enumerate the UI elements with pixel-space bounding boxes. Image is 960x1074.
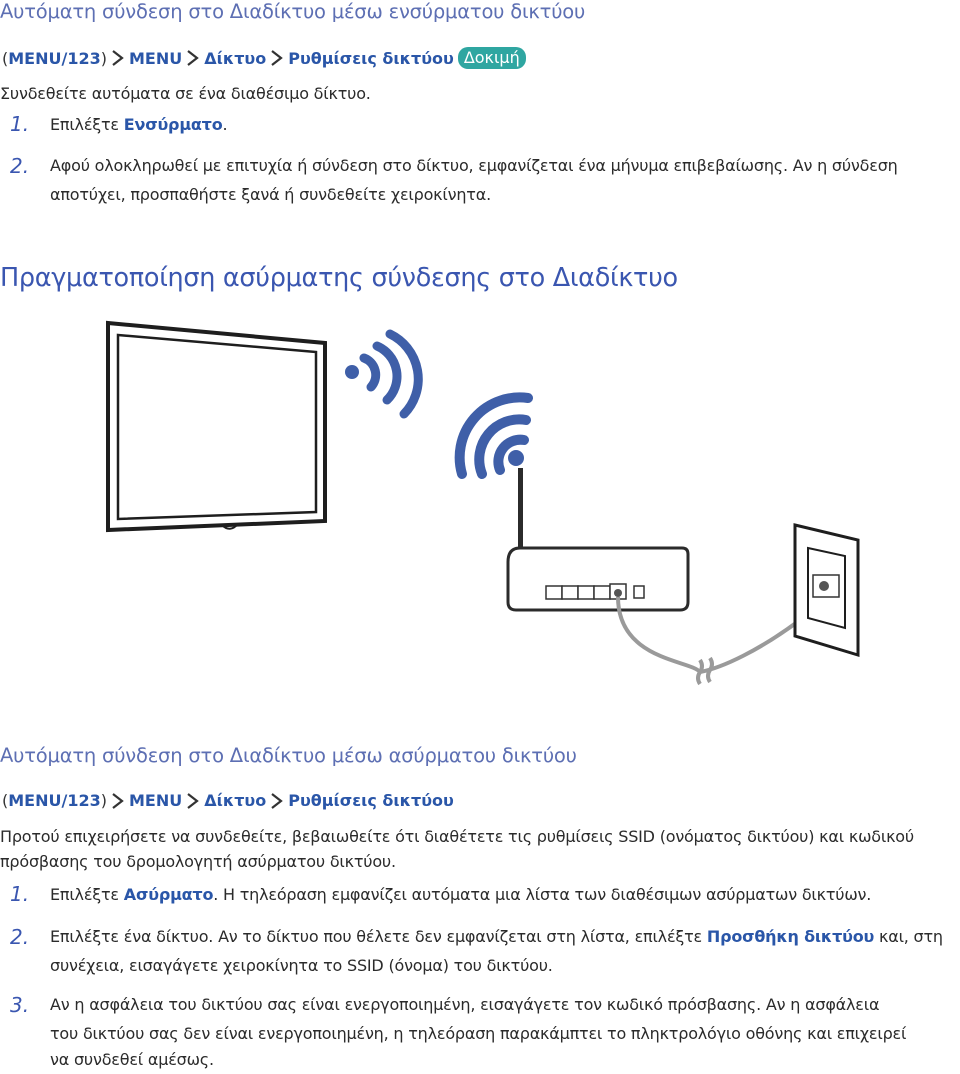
wired-step2-line2: αποτύχει, προσπαθήστε ξανά ή συνδεθείτε χειροκίνητα. [50, 185, 491, 204]
wired-intro: Συνδεθείτε αυτόματα σε ένα διαθέσιμο δίκτυο. [0, 84, 371, 103]
wifi-router-icon [508, 468, 688, 610]
step-text: και, στη [874, 927, 943, 946]
wireless-step3-line1: Αν η ασφάλεια του δικτύου σας είναι ενεργοποιημένη, εισαγάγετε τον κωδικό πρόσβασης. Αν η ασφάλεια [50, 995, 880, 1014]
wireless-step3-number: 3. [10, 993, 30, 1017]
breadcrumb-open-paren: ( [2, 791, 9, 810]
breadcrumb-network[interactable]: Δίκτυο [204, 48, 267, 68]
wifi-signal-icon [345, 334, 418, 414]
step-text: . [222, 115, 228, 134]
breadcrumb-menu[interactable]: MENU [128, 48, 183, 68]
chevron-right-icon [107, 792, 129, 810]
wireless-breadcrumb [2, 791, 454, 810]
breadcrumb-close-paren: ) [100, 48, 107, 68]
wireless-step1-number: 1. [10, 882, 30, 906]
breadcrumb-network-settings[interactable]: Ρυθμίσεις δικτύου [288, 791, 454, 810]
wireless-section-title: Αυτόματη σύνδεση στο Διαδίκτυο μέσω ασύρματου δικτύου [0, 744, 577, 767]
wired-step2-number: 2. [10, 154, 30, 178]
chevron-right-icon [182, 49, 204, 67]
wired-step1 [50, 110, 227, 139]
step-text: Επιλέξτε [50, 885, 124, 904]
network-illustration [0, 300, 960, 700]
chevron-right-icon [266, 792, 288, 810]
wireless-intro-line1: Προτού επιχειρήσετε να συνδεθείτε, βεβαιωθείτε ότι διαθέτετε τις ρυθμίσεις SSID (ονόματος δικτύου) και κωδικού [0, 827, 914, 846]
wireless-step2-number: 2. [10, 925, 30, 949]
breadcrumb-close-paren: ) [100, 791, 107, 810]
wired-step2-line1: Αφού ολοκληρωθεί με επιτυχία ή σύνδεση στο δίκτυο, εμφανίζεται ένα μήνυμα επιβεβαίωσης. Αν η σύνδεση [50, 156, 898, 175]
wifi-signal-icon [460, 397, 528, 474]
breadcrumb-network-settings[interactable]: Ρυθμίσεις δικτύου [288, 48, 454, 68]
wireless-step2-line2: συνέχεια, εισαγάγετε χειροκίνητα το SSID (όνομα) του δικτύου. [50, 956, 553, 975]
breadcrumb-open-paren: ( [2, 48, 9, 68]
wired-step1-number: 1. [10, 112, 30, 136]
wired-section-title: Αυτόματη σύνδεση στο Διαδίκτυο μέσω ενσύρματου δικτύου [0, 0, 586, 23]
wireless-step3-line2: του δικτύου σας δεν είναι ενεργοποιημένη, η τηλεόραση παρακάμπτει το πληκτρολόγιο οθόνης και επιχειρεί [50, 1024, 907, 1043]
breadcrumb-network[interactable]: Δίκτυο [204, 791, 267, 810]
wired-breadcrumb [2, 47, 526, 69]
wireless-intro-line2: πρόσβασης του δρομολογητή ασύρματου δικτύου. [0, 852, 396, 871]
wall-socket-icon [795, 525, 858, 655]
try-now-button[interactable]: Δοκιμή [458, 47, 526, 69]
tv-icon [108, 323, 325, 530]
wireless-step3-line3: να συνδεθεί αμέσως. [50, 1050, 214, 1069]
wireless-option[interactable]: Ασύρματο [123, 885, 214, 904]
wireless-heading: Πραγματοποίηση ασύρματης σύνδεσης στο Διαδίκτυο [0, 263, 678, 293]
chevron-right-icon [182, 792, 204, 810]
wired-option[interactable]: Ενσύρματο [123, 115, 223, 134]
chevron-right-icon [266, 49, 288, 67]
chevron-right-icon [107, 49, 129, 67]
breadcrumb-menu123[interactable]: MENU/123 [8, 48, 101, 68]
wireless-step2-line1 [50, 922, 943, 951]
add-network-option[interactable]: Προσθήκη δικτύου [706, 927, 875, 946]
breadcrumb-menu[interactable]: MENU [128, 791, 183, 810]
step-text: Επιλέξτε [50, 115, 124, 134]
step-text: . Η τηλεόραση εμφανίζει αυτόματα μια λίστα των διαθέσιμων ασύρματων δικτύων. [213, 885, 872, 904]
wireless-step1 [50, 880, 871, 909]
breadcrumb-menu123[interactable]: MENU/123 [8, 791, 101, 810]
step-text: Επιλέξτε ένα δίκτυο. Αν το δίκτυο που θέλετε δεν εμφανίζεται στη λίστα, επιλέξτε [50, 927, 707, 946]
